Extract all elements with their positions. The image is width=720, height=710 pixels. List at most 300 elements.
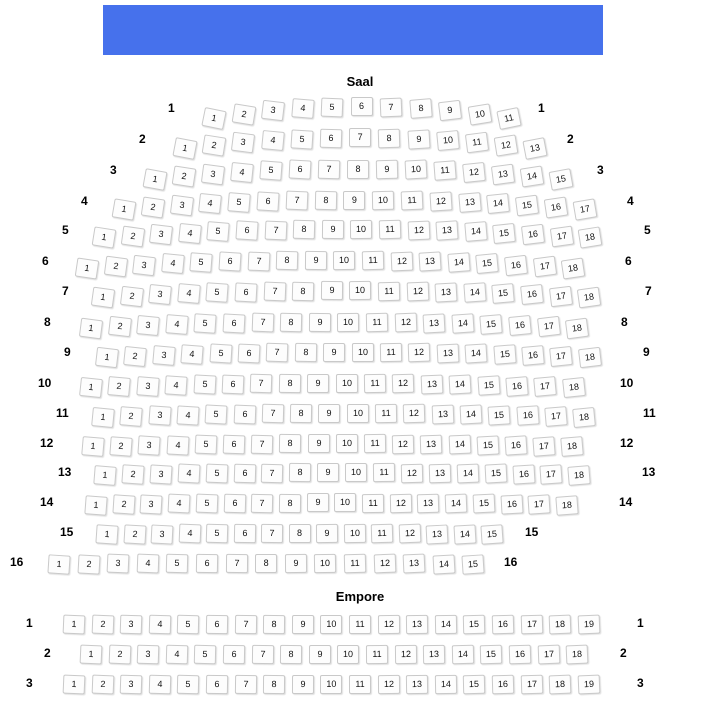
seat[interactable]: 18 [549,615,572,635]
seat[interactable]: 16 [492,675,515,695]
seat[interactable]: 3 [231,132,255,154]
seat[interactable]: 16 [512,464,535,484]
seat[interactable]: 15 [480,645,503,665]
seat[interactable]: 18 [565,317,589,339]
seat[interactable]: 12 [394,313,417,333]
seat[interactable]: 3 [120,675,143,695]
seat[interactable]: 4 [177,283,201,304]
seat[interactable]: 3 [148,406,171,427]
seat[interactable]: 8 [279,434,301,453]
seat[interactable]: 4 [291,98,314,119]
seat[interactable]: 13 [420,374,443,394]
seat[interactable]: 4 [230,162,254,183]
seat[interactable]: 12 [394,645,416,664]
seat[interactable]: 4 [176,405,199,425]
row-label-left[interactable]: 3 [26,676,33,690]
seat[interactable]: 7 [349,128,371,147]
seat[interactable]: 6 [222,374,245,394]
seat[interactable]: 11 [433,161,456,182]
row-label-left[interactable]: 13 [58,465,72,479]
seat[interactable]: 17 [528,495,551,515]
seat[interactable]: 2 [77,554,100,574]
seat[interactable]: 9 [316,523,338,542]
seat[interactable]: 17 [549,285,573,307]
seat[interactable]: 7 [234,675,256,694]
seat[interactable]: 9 [376,160,398,180]
seat[interactable]: 11 [366,312,388,331]
seat[interactable]: 1 [47,554,70,574]
seat[interactable]: 18 [562,377,586,398]
seat[interactable]: 15 [515,195,539,217]
seat[interactable]: 2 [123,346,147,367]
seat[interactable]: 7 [318,160,340,180]
seat[interactable]: 5 [321,97,344,117]
seat[interactable]: 17 [537,645,560,665]
seat[interactable]: 4 [161,253,185,274]
seat[interactable]: 7 [263,282,286,302]
seat[interactable]: 1 [172,137,197,160]
seat[interactable]: 1 [142,168,167,191]
seat[interactable]: 7 [262,404,285,424]
seat[interactable]: 14 [464,221,488,242]
seat[interactable]: 8 [314,191,336,210]
seat[interactable]: 9 [321,281,343,300]
seat[interactable]: 8 [255,554,277,573]
seat[interactable]: 9 [309,312,331,331]
seat[interactable]: 12 [392,434,414,454]
seat[interactable]: 11 [364,434,386,453]
seat[interactable]: 16 [521,224,545,246]
seat[interactable]: 9 [322,220,344,239]
seat[interactable]: 13 [423,645,445,664]
seat[interactable]: 2 [202,134,227,156]
seat[interactable]: 8 [347,160,369,179]
seat[interactable]: 10 [349,281,371,300]
seat[interactable]: 4 [166,645,189,665]
row-label-right[interactable]: 2 [620,646,627,660]
seat[interactable]: 3 [107,554,130,574]
seat[interactable]: 14 [463,283,486,304]
seat[interactable]: 5 [194,645,216,665]
seat[interactable]: 18 [577,287,601,309]
seat[interactable]: 1 [112,198,137,220]
seat[interactable]: 1 [63,615,86,635]
seat[interactable]: 10 [334,493,356,512]
seat[interactable]: 10 [372,191,394,210]
seat[interactable]: 2 [108,316,132,337]
seat[interactable]: 10 [320,615,342,634]
seat[interactable]: 4 [181,344,204,365]
seat[interactable]: 18 [578,347,602,368]
row-label-left[interactable]: 7 [62,284,69,298]
seat[interactable]: 11 [362,493,384,512]
seat[interactable]: 12 [373,554,396,574]
seat[interactable]: 5 [194,314,217,334]
seat[interactable]: 3 [138,435,161,455]
seat[interactable]: 6 [206,615,228,634]
seat[interactable]: 2 [121,465,144,486]
seat[interactable]: 18 [578,227,603,249]
row-label-right[interactable]: 1 [538,101,545,115]
seat[interactable]: 14 [449,375,472,395]
seat[interactable]: 10 [405,160,428,180]
seat[interactable]: 8 [293,220,316,240]
seat[interactable]: 9 [317,463,339,482]
row-label-right[interactable]: 5 [644,223,651,237]
seat[interactable]: 9 [305,251,327,270]
row-label-left[interactable]: 1 [26,616,33,630]
seat[interactable]: 13 [423,313,446,333]
seat[interactable]: 13 [417,494,440,514]
seat[interactable]: 7 [251,434,273,454]
seat[interactable]: 3 [201,163,225,185]
seat[interactable]: 6 [351,97,373,116]
seat[interactable]: 15 [492,222,516,243]
seat[interactable]: 7 [251,493,273,512]
seat[interactable]: 1 [81,436,105,457]
seat[interactable]: 15 [463,675,485,695]
seat[interactable]: 8 [263,675,285,694]
seat[interactable]: 17 [549,346,573,367]
seat[interactable]: 15 [480,525,503,545]
seat[interactable]: 9 [292,675,314,694]
seat[interactable]: 7 [266,343,289,363]
seat[interactable]: 19 [577,675,600,695]
seat[interactable]: 14 [452,645,474,665]
row-label-right[interactable]: 12 [620,436,634,450]
seat[interactable]: 16 [520,284,544,305]
seat[interactable]: 5 [206,283,229,304]
seat[interactable]: 13 [406,615,428,634]
row-label-right[interactable]: 10 [620,376,634,390]
seat[interactable]: 3 [132,254,156,275]
seat[interactable]: 4 [178,524,201,544]
seat[interactable]: 6 [320,128,343,148]
seat[interactable]: 6 [238,343,261,363]
seat[interactable]: 6 [223,313,246,333]
seat[interactable]: 14 [447,252,470,273]
seat[interactable]: 6 [218,252,241,272]
seat[interactable]: 12 [378,615,400,634]
seat[interactable]: 2 [108,645,131,665]
seat[interactable]: 5 [195,494,218,514]
seat[interactable]: 1 [75,257,100,279]
seat[interactable]: 7 [380,97,403,117]
seat[interactable]: 10 [337,312,359,331]
seat[interactable]: 16 [500,494,523,514]
seat[interactable]: 7 [261,463,283,483]
seat[interactable]: 11 [373,463,395,482]
seat[interactable]: 11 [380,343,402,362]
seat[interactable]: 3 [261,100,285,122]
row-label-left[interactable]: 12 [40,436,54,450]
seat[interactable]: 8 [279,374,301,393]
row-label-left[interactable]: 11 [56,406,69,420]
seat[interactable]: 14 [486,193,510,214]
seat[interactable]: 15 [476,435,499,455]
seat[interactable]: 12 [390,251,413,271]
seat[interactable]: 7 [226,554,248,573]
seat[interactable]: 6 [256,191,279,211]
seat[interactable]: 8 [295,343,317,362]
seat[interactable]: 11 [379,220,402,240]
seat[interactable]: 10 [320,675,342,694]
seat[interactable]: 11 [364,374,386,393]
seat[interactable]: 13 [491,163,515,185]
seat[interactable]: 10 [314,554,336,573]
seat[interactable]: 13 [426,524,449,544]
seat[interactable]: 15 [484,464,507,484]
seat[interactable]: 16 [509,645,532,665]
row-label-right[interactable]: 4 [627,194,634,208]
seat[interactable]: 11 [362,251,384,271]
seat[interactable]: 10 [436,130,460,151]
seat[interactable]: 16 [505,376,528,397]
seat[interactable]: 8 [378,128,401,148]
seat[interactable]: 1 [93,465,116,486]
seat[interactable]: 14 [445,494,468,514]
row-label-right[interactable]: 15 [525,525,539,539]
seat[interactable]: 1 [80,645,103,665]
seat[interactable]: 1 [79,377,103,398]
seat[interactable]: 8 [280,645,302,664]
seat[interactable]: 11 [378,281,400,301]
seat[interactable]: 17 [520,675,543,695]
seat[interactable]: 5 [209,344,232,364]
seat[interactable]: 4 [149,675,172,695]
seat[interactable]: 16 [516,406,539,427]
seat[interactable]: 10 [347,404,369,423]
seat[interactable]: 12 [403,404,426,424]
seat[interactable]: 2 [110,436,133,457]
seat[interactable]: 11 [349,615,371,634]
seat[interactable]: 5 [190,252,213,273]
seat[interactable]: 4 [168,494,191,514]
seat[interactable]: 14 [448,435,471,455]
row-label-right[interactable]: 3 [637,676,644,690]
seat[interactable]: 9 [309,645,331,664]
seat[interactable]: 17 [572,198,597,220]
seat[interactable]: 5 [166,554,189,574]
seat[interactable]: 15 [492,283,516,304]
seat[interactable]: 4 [136,554,159,574]
row-label-right[interactable]: 1 [637,616,644,630]
seat[interactable]: 2 [172,165,197,187]
seat[interactable]: 9 [292,615,314,634]
seat[interactable]: 12 [378,675,400,694]
seat[interactable]: 6 [223,494,246,514]
seat[interactable]: 1 [79,317,103,339]
seat[interactable]: 10 [343,523,365,542]
seat[interactable]: 6 [289,160,312,180]
seat[interactable]: 3 [152,345,176,366]
seat[interactable]: 6 [233,463,256,483]
row-label-left[interactable]: 15 [60,525,74,539]
row-label-left[interactable]: 6 [42,254,49,268]
seat[interactable]: 17 [544,406,568,427]
seat[interactable]: 5 [207,221,231,242]
seat[interactable]: 8 [292,281,314,301]
seat[interactable]: 15 [488,405,511,425]
seat[interactable]: 17 [537,316,561,337]
seat[interactable]: 9 [407,129,430,149]
seat[interactable]: 9 [307,493,329,512]
seat[interactable]: 6 [206,675,228,694]
seat[interactable]: 3 [120,615,143,635]
seat[interactable]: 2 [120,285,144,307]
seat[interactable]: 15 [477,375,500,395]
seat[interactable]: 4 [166,435,189,455]
seat[interactable]: 4 [261,130,285,151]
seat[interactable]: 10 [467,103,492,125]
seat[interactable]: 6 [233,404,256,424]
seat[interactable]: 4 [177,464,200,484]
row-label-left[interactable]: 2 [44,646,51,660]
row-label-right[interactable]: 7 [645,284,652,298]
seat[interactable]: 12 [429,191,452,211]
seat[interactable]: 14 [465,344,488,364]
seat[interactable]: 7 [285,191,308,211]
seat[interactable]: 13 [419,252,442,272]
row-label-left[interactable]: 1 [168,101,175,115]
seat[interactable]: 2 [108,376,132,397]
seat[interactable]: 6 [234,282,257,302]
seat[interactable]: 1 [63,675,86,695]
seat[interactable]: 17 [520,615,543,635]
seat[interactable]: 14 [459,405,482,425]
seat[interactable]: 10 [350,220,372,239]
seat[interactable]: 14 [453,524,476,544]
seat[interactable]: 10 [333,251,355,270]
seat[interactable]: 8 [276,251,298,271]
seat[interactable]: 2 [120,225,144,247]
seat[interactable]: 8 [263,615,285,634]
seat[interactable]: 13 [436,343,459,363]
seat[interactable]: 5 [177,615,199,635]
seat[interactable]: 15 [472,494,495,514]
seat[interactable]: 7 [264,220,287,240]
seat[interactable]: 16 [521,345,545,366]
seat[interactable]: 8 [290,404,312,423]
seat[interactable]: 12 [398,524,421,544]
seat[interactable]: 7 [251,313,274,333]
seat[interactable]: 9 [438,100,462,122]
row-label-left[interactable]: 14 [40,495,54,509]
seat[interactable]: 12 [401,463,423,483]
seat[interactable]: 6 [223,645,245,664]
row-label-right[interactable]: 14 [619,495,633,509]
seat[interactable]: 15 [462,554,485,574]
seat[interactable]: 10 [336,374,358,393]
seat[interactable]: 12 [392,374,415,394]
seat[interactable]: 1 [201,107,226,130]
seat[interactable]: 9 [343,191,365,210]
seat[interactable]: 14 [451,314,474,334]
seat[interactable]: 13 [403,554,426,574]
row-label-left[interactable]: 8 [44,315,51,329]
seat[interactable]: 13 [428,463,451,483]
seat[interactable]: 1 [91,407,115,428]
seat[interactable]: 16 [492,615,515,635]
seat[interactable]: 14 [435,615,457,634]
seat[interactable]: 10 [337,645,359,664]
row-label-right[interactable]: 3 [597,163,604,177]
seat[interactable]: 4 [198,193,222,214]
seat[interactable]: 4 [165,314,188,335]
seat[interactable]: 5 [205,464,228,484]
row-label-right[interactable]: 6 [625,254,632,268]
seat[interactable]: 15 [548,168,573,191]
seat[interactable]: 8 [289,463,311,482]
row-label-right[interactable]: 2 [567,132,574,146]
seat[interactable]: 13 [406,675,428,694]
seat[interactable]: 5 [290,129,313,149]
seat[interactable]: 11 [371,524,394,544]
seat[interactable]: 18 [549,675,572,695]
seat[interactable]: 3 [140,494,163,514]
seat[interactable]: 2 [123,524,146,544]
row-label-right[interactable]: 8 [621,315,628,329]
seat[interactable]: 10 [352,343,374,362]
seat[interactable]: 13 [436,221,459,241]
seat[interactable]: 5 [194,435,217,455]
seat[interactable]: 5 [227,192,251,213]
seat[interactable]: 8 [409,98,432,119]
seat[interactable]: 5 [193,375,216,395]
seat[interactable]: 5 [259,161,282,182]
seat[interactable]: 10 [345,463,367,482]
seat[interactable]: 1 [95,525,118,545]
seat[interactable]: 15 [476,253,500,274]
seat[interactable]: 2 [231,103,256,125]
seat[interactable]: 17 [540,465,563,486]
seat[interactable]: 15 [463,615,485,635]
row-label-left[interactable]: 3 [110,163,117,177]
seat[interactable]: 9 [307,374,329,393]
seat[interactable]: 3 [136,315,160,336]
seat[interactable]: 12 [494,134,519,156]
seat[interactable]: 1 [91,287,115,309]
row-label-left[interactable]: 2 [139,132,146,146]
seat[interactable]: 2 [112,495,135,515]
seat[interactable]: 5 [205,405,228,425]
row-label-left[interactable]: 5 [62,223,69,237]
seat[interactable]: 18 [561,257,586,279]
seat[interactable]: 14 [520,165,545,187]
seat[interactable]: 6 [233,523,255,542]
seat[interactable]: 6 [196,554,218,573]
seat[interactable]: 6 [235,221,258,241]
seat[interactable]: 7 [234,615,256,634]
seat[interactable]: 14 [435,675,457,694]
seat[interactable]: 2 [120,406,144,427]
seat[interactable]: 18 [566,645,589,665]
seat[interactable]: 9 [308,434,330,453]
seat[interactable]: 16 [508,315,532,336]
seat[interactable]: 11 [465,132,489,154]
row-label-left[interactable]: 9 [64,345,71,359]
row-label-left[interactable]: 16 [10,555,24,569]
seat[interactable]: 9 [285,554,307,573]
seat[interactable]: 9 [323,343,345,362]
row-label-right[interactable]: 16 [504,555,518,569]
row-label-right[interactable]: 11 [643,406,656,420]
seat[interactable]: 8 [280,312,302,331]
row-label-right[interactable]: 13 [642,465,656,479]
seat[interactable]: 11 [375,404,397,423]
seat[interactable]: 2 [91,615,114,635]
seat[interactable]: 17 [549,225,573,247]
